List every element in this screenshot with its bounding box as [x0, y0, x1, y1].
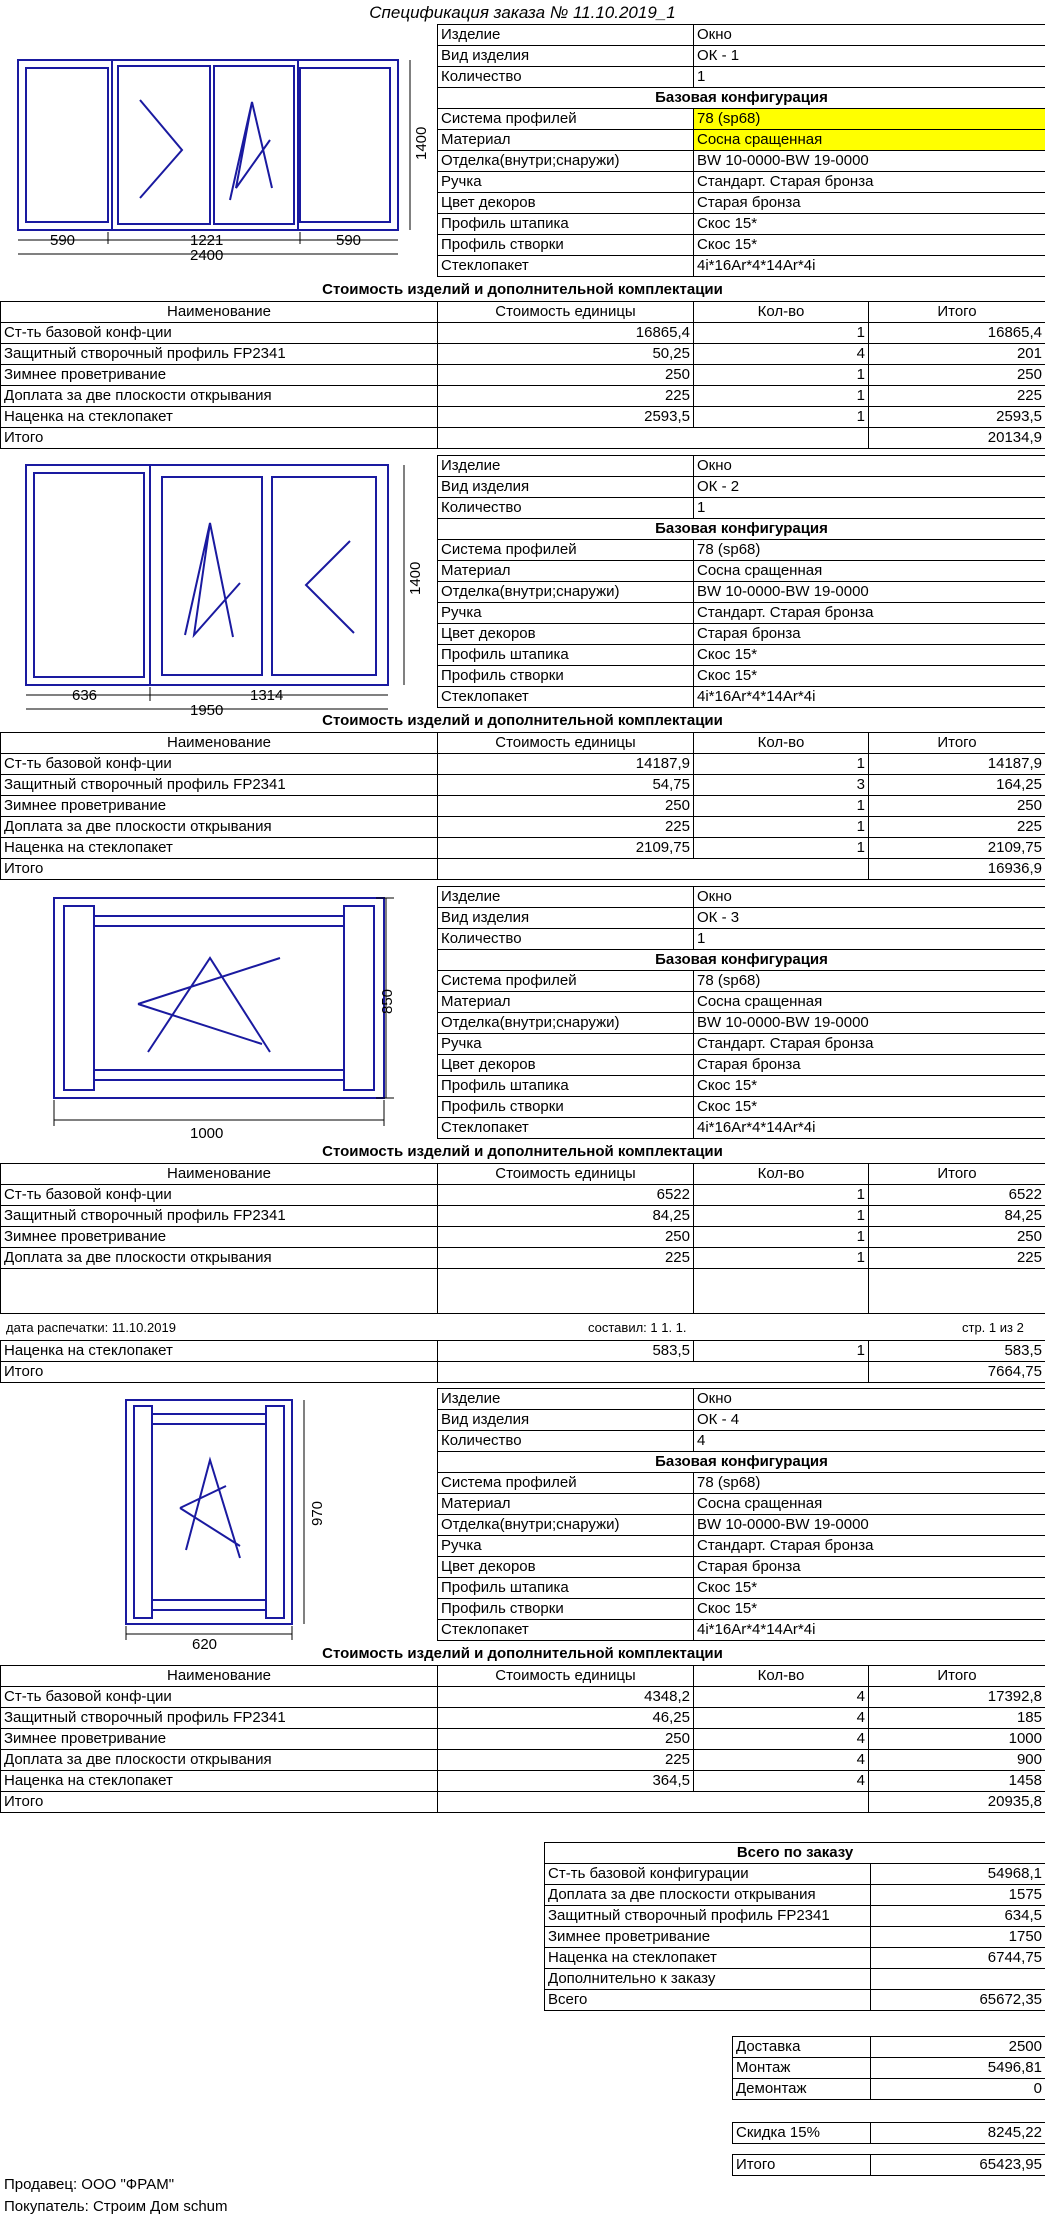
- discount-table: [732, 2122, 1045, 2144]
- cost-table-ok3: Наименование Стоимость единицы Кол-во Итого Ст-ть базовой конф-ции 6522 1 6522 Защитный створочный профиль FP2341 84,25 1 84,25 Зимнее проветривание 250 1 250 Доплата за две плоскости открывания 225 1 225: [0, 1163, 1045, 1314]
- page-number: стр. 1 из 2: [962, 1320, 1024, 1335]
- window-drawing-ok4: [100, 1390, 360, 1650]
- page-title: Спецификация заказа № 11.10.2019_1: [369, 3, 676, 22]
- dim-total: 620: [192, 1636, 218, 1650]
- dim-total: 1950: [190, 702, 224, 719]
- extra-services-table: Доставка 2500 Монтаж 5496,81 Демонтаж 0: [732, 2036, 1045, 2100]
- cost-table-ok2: Наименование Стоимость единицы Кол-во Итого Ст-ть базовой конф-ции 14187,9 1 14187,9 Защитный створочный профиль FP2341 54,75 3 164,25 Зимнее проветривание 250 1 250 Доплата за две плоскости открывания 225 1 225 Наценка на стеклопакет 2109,75 1 2109,75 Итого 16936,9: [0, 732, 1045, 880]
- params-table-ok3: Изделие Окно Вид изделия ОК - 3 Количество 1 Базовая конфигурация Система профилей 78 (sp68) Материал Сосна сращенная Отделка(внутри;снаружи) BW 10-0000-BW 19-0000 Ручка Стандарт. Старая бронза Цвет декоров Старая бронза Профиль штапика Скос 15* Профиль створки Скос 15* Стеклопакет 4i*16Ar*4*14Ar*4i: [437, 886, 1045, 1139]
- cost-table-ok3-continued: Наценка на стеклопакет 583,5 1 583,5 Итого 7664,75: [0, 1340, 1045, 1383]
- cost-section-title: Стоимость изделий и дополнительной комплектации: [322, 1645, 723, 1662]
- cost-table-ok1: Наименование Стоимость единицы Кол-во Итого Ст-ть базовой конф-ции 16865,4 1 16865,4 Защитный створочный профиль FP2341 50,25 4 201 Зимнее проветривание 250 1 250 Доплата за две плоскости открывания 225 1 225 Наценка на стеклопакет 2593,5 1 2593,5 Итого 20134,9: [0, 301, 1045, 449]
- dim-w2: 1314: [250, 687, 284, 704]
- cost-table-ok4: Наименование Стоимость единицы Кол-во Итого Ст-ть базовой конф-ции 4348,2 4 17392,8 Защитный створочный профиль FP2341 46,25 4 185 Зимнее проветривание 250 4 1000 Доплата за две плоскости открывания 225 4 900 Наценка на стеклопакет 364,5 4 1458 Итого 20935,8: [0, 1665, 1045, 1813]
- dim-height: 850: [379, 988, 396, 1014]
- summary-title: Всего по заказу: [545, 1843, 1045, 1864]
- dim-w3: 590: [336, 232, 362, 249]
- seller: Продавец: ООО "ФРАМ": [4, 2176, 175, 2193]
- discount-label: Скидка 15%: [733, 2123, 871, 2144]
- window-drawing-ok1: [0, 40, 430, 270]
- discount-value: 8245,22: [871, 2123, 1045, 2144]
- final-value: 65423,95: [871, 2155, 1045, 2176]
- dim-height: 1400: [413, 126, 430, 160]
- cost-section-title: Стоимость изделий и дополнительной комплектации: [322, 281, 723, 298]
- window-drawing-ok2: [0, 455, 430, 720]
- cost-section-title: Стоимость изделий и дополнительной комплектации: [322, 712, 723, 729]
- dim-w1: 636: [72, 687, 98, 704]
- params-table-ok4: Изделие Окно Вид изделия ОК - 4 Количество 4 Базовая конфигурация Система профилей 78 (sp68) Материал Сосна сращенная Отделка(внутри;снаружи) BW 10-0000-BW 19-0000 Ручка Стандарт. Старая бронза Цвет декоров Старая бронза Профиль штапика Скос 15* Профиль створки Скос 15* Стеклопакет 4i*16Ar*4*14Ar*4i: [437, 1388, 1045, 1641]
- dim-height: 970: [309, 1500, 326, 1526]
- final-total-table: [732, 2154, 1045, 2176]
- buyer: Покупатель: Строим Дом schum: [4, 2198, 228, 2215]
- final-label: Итого: [733, 2155, 871, 2176]
- cost-section-title: Стоимость изделий и дополнительной комплектации: [322, 1143, 723, 1160]
- dim-total: 1000: [190, 1125, 224, 1142]
- author: составил: 1 1. 1.: [588, 1320, 687, 1335]
- print-date: дата распечатки: 11.10.2019: [6, 1320, 176, 1335]
- dim-height: 1400: [407, 561, 424, 595]
- order-summary-table: Всего по заказу Ст-ть базовой конфигурации 54968,1 Доплата за две плоскости открывания 1575 Защитный створочный профиль FP2341 634,5 Зимнее проветривание 1750 Наценка на стеклопакет 6744,75 Дополнительно к заказу Всего 65672,35: [544, 1842, 1045, 2011]
- dim-total: 2400: [190, 247, 224, 264]
- params-table-ok2: Изделие Окно Вид изделия ОК - 2 Количество 1 Базовая конфигурация Система профилей 78 (sp68) Материал Сосна сращенная Отделка(внутри;снаружи) BW 10-0000-BW 19-0000 Ручка Стандарт. Старая бронза Цвет декоров Старая бронза Профиль штапика Скос 15* Профиль створки Скос 15* Стеклопакет 4i*16Ar*4*14Ar*4i: [437, 455, 1045, 708]
- dim-w1: 590: [50, 232, 76, 249]
- dim-w2: 1221: [190, 232, 224, 249]
- params-table-ok1: Изделие Окно Вид изделия ОК - 1 Количество 1 Базовая конфигурация Система профилей 78 (sp68) Материал Сосна сращенная Отделка(внутри;снаружи) BW 10-0000-BW 19-0000 Ручка Стандарт. Старая бронза Цвет декоров Старая бронза Профиль штапика Скос 15* Профиль створки Скос 15* Стеклопакет 4i*16Ar*4*14Ar*4i: [437, 24, 1045, 277]
- window-drawing-ok3: [0, 888, 430, 1148]
